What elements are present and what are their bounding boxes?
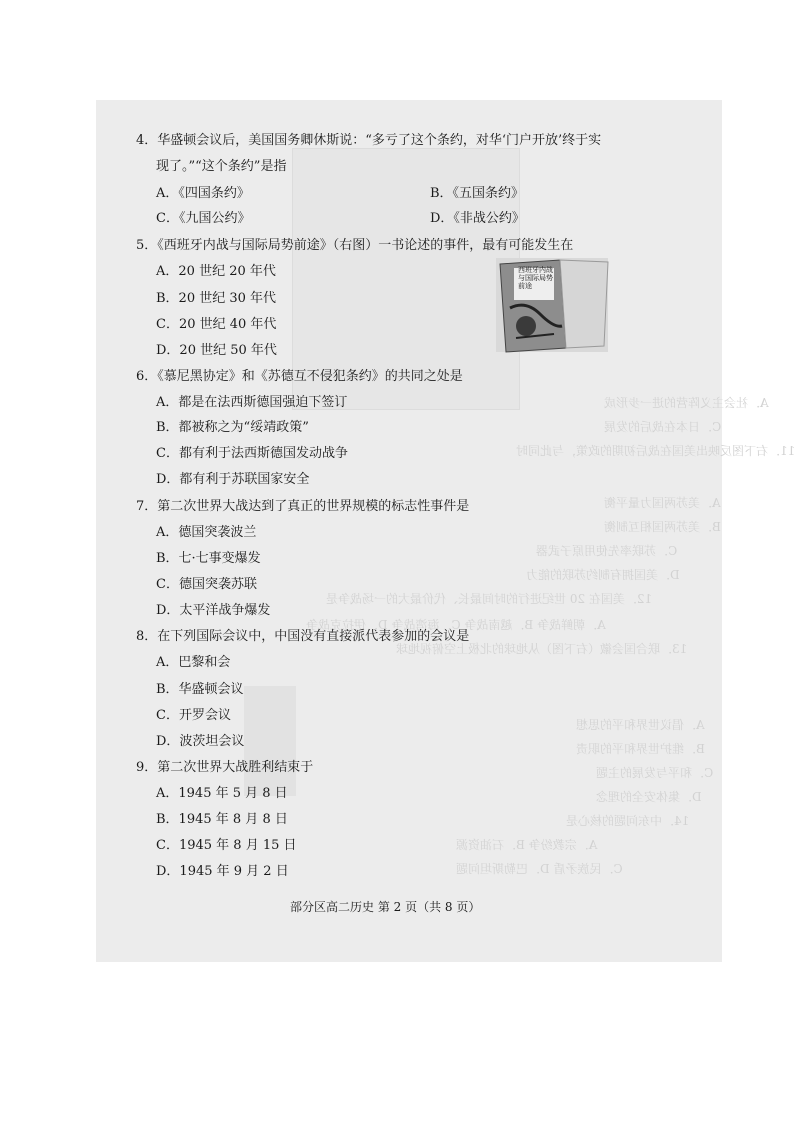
question-8-stem: 8．在下列国际会议中，中国没有直接派代表参加的会议是: [136, 629, 470, 644]
option-8d: D．波茨坦会议: [156, 734, 245, 749]
bleed-text: C．民族矛盾 D．巴勒斯坦问题: [456, 862, 623, 876]
bleed-text: D．集体安全的理念: [596, 790, 702, 804]
option-5d: D．20 世纪 50 年代: [156, 343, 277, 358]
bleed-text: 13．联合国会徽（右下图）从地球的北极上空俯视地球: [396, 642, 688, 656]
option-6c: C．都有利于法西斯德国发动战争: [156, 446, 348, 461]
option-7d: D．太平洋战争爆发: [156, 603, 271, 618]
bleed-text: A．美苏两国力量平衡: [604, 496, 721, 510]
bleed-text: B．维护世界和平的职责: [576, 742, 705, 756]
bleed-through-figure: [244, 686, 296, 796]
option-8b: B．华盛顿会议: [156, 682, 244, 697]
bleed-text: 11．右下图反映出美国在战后初期的政策，与此同时: [516, 444, 795, 458]
option-4d: D．《非战公约》: [430, 211, 525, 226]
option-6d: D．都有利于苏联国家安全: [156, 472, 310, 487]
question-6-stem: 6．《慕尼黑协定》和《苏德互不侵犯条约》的共同之处是: [136, 369, 463, 384]
bleed-text: D．美国拥有制约苏联的能力: [526, 568, 680, 582]
book-cover-image: [496, 256, 610, 354]
bleed-text: A．倡议世界和平的思想: [576, 718, 705, 732]
bleed-text: C．和平与发展的主题: [596, 766, 714, 780]
option-9b: B．1945 年 8 月 8 日: [156, 812, 288, 827]
option-8c: C．开罗会议: [156, 708, 231, 723]
option-5a: A．20 世纪 20 年代: [156, 264, 276, 279]
question-7-stem: 7．第二次世界大战达到了真正的世界规模的标志性事件是: [136, 499, 470, 514]
question-4-stem: 现了。”“这个条约”是指: [156, 159, 287, 174]
option-4b: B．《五国条约》: [430, 186, 525, 201]
option-7c: C．德国突袭苏联: [156, 577, 257, 592]
option-4a: A．《四国条约》: [156, 186, 250, 201]
book-cover-title: 西班牙内战与国际局势前途: [518, 266, 553, 290]
option-6a: A．都是在法西斯德国强迫下签订: [156, 395, 348, 410]
question-5-stem: 5．《西班牙内战与国际局势前途》（右图）一书论述的事件，最有可能发生在: [136, 238, 574, 253]
bleed-text: 12．美国在 20 世纪进行的时间最长、代价最大的一场战争是: [326, 592, 653, 606]
bleed-text: B．美苏两国相互制衡: [604, 520, 721, 534]
bleed-text: 14．中东问题的核心是: [566, 814, 690, 828]
option-5c: C．20 世纪 40 年代: [156, 317, 277, 332]
question-4-stem: 4．华盛顿会议后，美国国务卿休斯说：“多亏了这个条约，对华‘门户开放’终于实: [136, 133, 602, 148]
option-5b: B．20 世纪 30 年代: [156, 291, 277, 306]
bleed-text: C．苏联率先使用原子武器: [536, 544, 678, 558]
option-8a: A．巴黎和会: [156, 655, 231, 670]
scanned-page: [96, 100, 795, 962]
bleed-text: C．日本在战后的发展: [604, 420, 722, 434]
option-4c: C．《九国公约》: [156, 211, 251, 226]
option-9a: A．1945 年 5 月 8 日: [156, 786, 288, 801]
option-7b: B．七·七事变爆发: [156, 551, 261, 566]
option-6b: B．都被称之为“绥靖政策”: [156, 420, 309, 435]
bleed-text: A．朝鲜战争 B．越南战争 C．海湾战争 D．伊拉克战争: [306, 618, 606, 632]
bleed-text: A．宗教纷争 B．石油资源: [456, 838, 598, 852]
option-9d: D．1945 年 9 月 2 日: [156, 864, 289, 879]
question-9-stem: 9．第二次世界大战胜利结束于: [136, 760, 314, 775]
option-7a: A．德国突袭波兰: [156, 525, 257, 540]
page-footer: 部分区高二历史 第 2 页（共 8 页）: [290, 900, 481, 914]
option-9c: C．1945 年 8 月 15 日: [156, 838, 297, 853]
bleed-text: A．社会主义阵营的进一步形成: [604, 396, 769, 410]
